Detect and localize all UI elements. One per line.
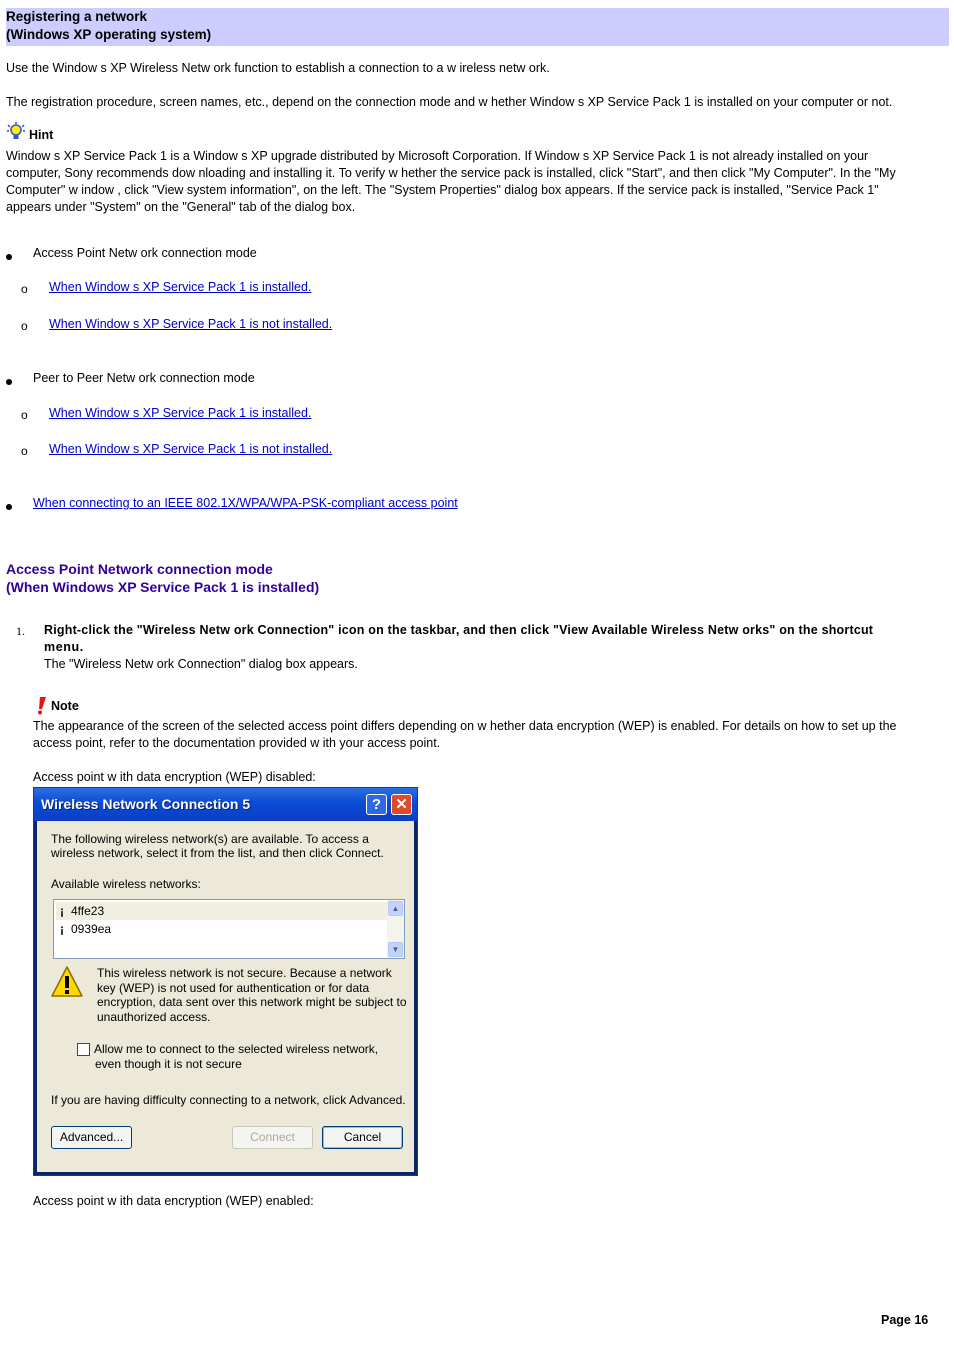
advanced-button[interactable]: Advanced... [51, 1126, 132, 1149]
intro-paragraph-1: Use the Window s XP Wireless Netw ork function to establish a connection to a w ireless netw ork. [6, 61, 550, 75]
allow-insecure-label-2: even though it is not secure [95, 1056, 242, 1071]
note-line-2: access point, refer to the documentation provided w ith your access point. [33, 736, 441, 750]
intro-paragraph-2: The registration procedure, screen names, etc., depend on the connection mode and w hether Window s XP Service Pack 1 is installed on your computer or not. [6, 95, 893, 109]
dialog-title: Wireless Network Connection 5 [41, 796, 251, 812]
network-antenna-icon: ¡ [60, 904, 64, 918]
warning-line-4: unauthorized access. [97, 1009, 211, 1024]
section-heading: Access Point Network connection mode [6, 561, 273, 577]
help-button[interactable]: ? [366, 794, 387, 815]
networks-list[interactable] [53, 899, 405, 959]
caption-wep-enabled: Access point w ith data encryption (WEP) enabled: [33, 1194, 314, 1208]
cancel-button[interactable]: Cancel [322, 1126, 403, 1149]
page-title: Registering a network [6, 9, 148, 24]
page-number: Page 16 [881, 1313, 929, 1327]
note-line-1: The appearance of the screen of the selected access point differs depending on w hether data encryption (WEP) is enabled. For details on how to set up the [33, 719, 897, 733]
warning-icon [50, 965, 84, 999]
circle-bullet-icon: o [21, 319, 28, 333]
circle-bullet-icon: o [21, 444, 28, 458]
wireless-connection-dialog [33, 787, 418, 1176]
link-ieee-access-point[interactable]: When connecting to an IEEE 802.1X/WPA/WPA-PSK-compliant access point [33, 496, 458, 510]
dialog-desc-line-2: wireless network, select it from the list, and then click Connect. [51, 846, 384, 860]
step-instruction-line-1: Right-click the "Wireless Netw ork Connection" icon on the taskbar, and then click "View Available Wireless Netw orks" on the shortcut [44, 623, 874, 637]
step-result: The "Wireless Netw ork Connection" dialog box appears. [44, 657, 358, 671]
difficulty-text: If you are having difficulty connecting to a network, click Advanced. [51, 1093, 406, 1107]
network-item[interactable]: ¡ 0939ea [60, 922, 112, 936]
list-scrollbar[interactable] [387, 900, 404, 958]
hint-label: Hint [29, 128, 54, 142]
page-subtitle: (Windows XP operating system) [6, 27, 212, 42]
lightbulb-icon [7, 122, 25, 142]
network-antenna-icon: ¡ [60, 922, 64, 936]
network-item[interactable]: ¡ 4ffe23 [56, 902, 390, 920]
networks-list-label: Available wireless networks: [51, 877, 201, 891]
allow-insecure-label-1: Allow me to connect to the selected wireless network, [94, 1042, 379, 1056]
bullet-icon [6, 379, 12, 385]
caption-wep-disabled: Access point w ith data encryption (WEP) disabled: [33, 770, 316, 784]
hint-line-4: appears under "System" on the "General" tab of the dialog box. [6, 200, 356, 214]
toc-peer-mode: Peer to Peer Netw ork connection mode [33, 371, 255, 385]
hint-line-2: computer, Sony recommends dow nloading and installing it. To verify w hether the service pack is installed, click "Start", and then click "My Computer". In the "My [6, 166, 896, 180]
circle-bullet-icon: o [21, 282, 28, 296]
scroll-down-icon[interactable]: ▼ [388, 942, 403, 957]
page-header [6, 8, 949, 46]
exclamation-icon [35, 697, 47, 715]
dialog-titlebar [34, 788, 417, 821]
bullet-icon [6, 504, 12, 510]
step-instruction-line-2: menu. [44, 640, 84, 654]
link-p2p-sp1-not-installed[interactable]: When Window s XP Service Pack 1 is not installed. [49, 442, 333, 456]
section-subheading: (When Windows XP Service Pack 1 is installed) [6, 579, 320, 595]
note-label: Note [51, 699, 79, 713]
step-number: 1. [16, 624, 25, 638]
close-button[interactable]: ✕ [391, 794, 412, 815]
warning-line-2: key (WEP) is not used for authentication or for data [97, 980, 370, 995]
hint-line-3: Computer" w indow , click "View system information", on the left. The "System Properties" dialog box appears. If the service pack is installed, "Service Pack 1" [6, 183, 879, 197]
circle-bullet-icon: o [21, 408, 28, 422]
dialog-body [37, 821, 414, 1172]
warning-line-3: encryption, data sent over this network might be subject to [97, 995, 407, 1009]
connect-button[interactable]: Connect [232, 1126, 313, 1149]
link-ap-sp1-installed[interactable]: When Window s XP Service Pack 1 is installed. [49, 280, 312, 294]
dialog-desc-line-1: The following wireless network(s) are available. To access a [51, 832, 369, 846]
allow-insecure-checkbox[interactable] [77, 1043, 90, 1056]
warning-line-1: This wireless network is not secure. Because a network [97, 966, 392, 980]
bullet-icon [6, 254, 12, 260]
hint-line-1: Window s XP Service Pack 1 is a Window s XP upgrade distributed by Microsoft Corporation. If Window s XP Service Pack 1 is not already installed on your [6, 149, 869, 163]
scroll-up-icon[interactable]: ▲ [388, 901, 403, 916]
link-p2p-sp1-installed[interactable]: When Window s XP Service Pack 1 is installed. [49, 406, 312, 420]
link-ap-sp1-not-installed[interactable]: When Window s XP Service Pack 1 is not installed. [49, 317, 333, 331]
toc-access-point-mode: Access Point Netw ork connection mode [33, 246, 257, 260]
